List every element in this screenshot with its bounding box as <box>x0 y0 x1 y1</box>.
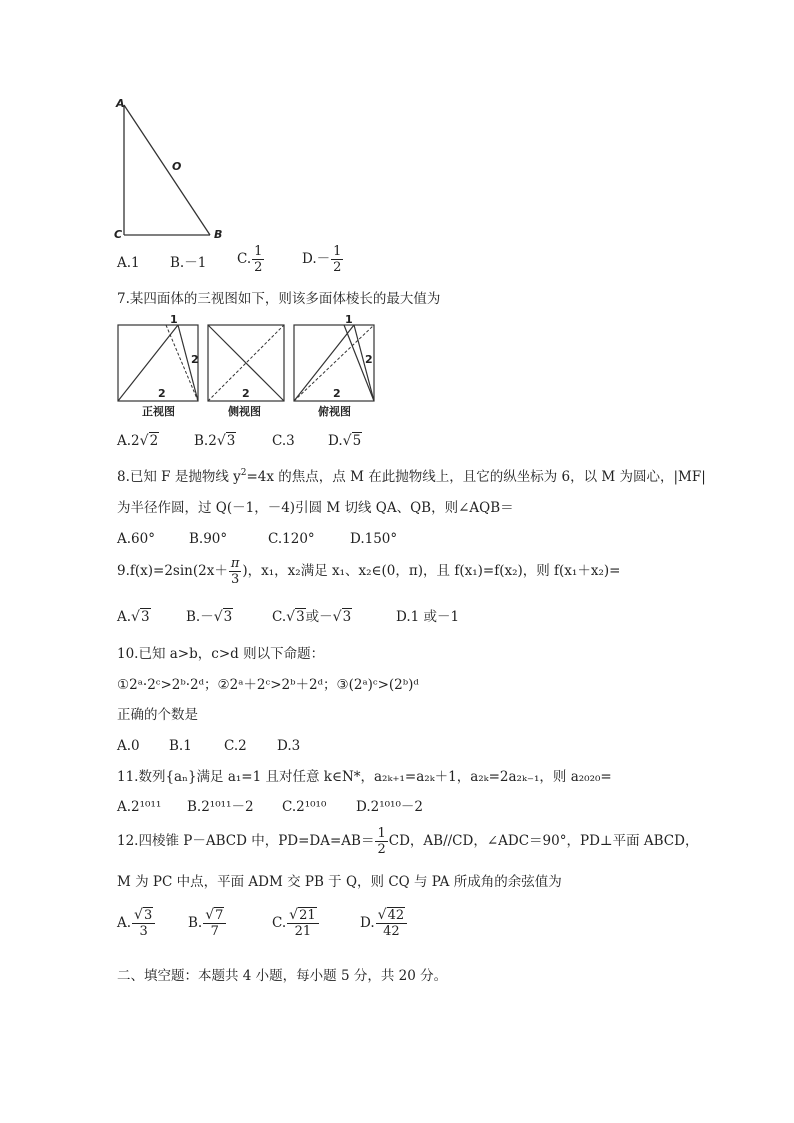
q11-option-c: C.2¹⁰¹⁰ <box>282 799 327 815</box>
q9-a-label: A. <box>117 609 132 625</box>
q8-option-b: B.90° <box>189 531 228 547</box>
front-top-label: 1 <box>170 313 178 326</box>
triangle-svg <box>110 95 230 245</box>
q12-c-label: C. <box>272 915 287 931</box>
figure-triangle <box>110 95 230 245</box>
q6-option-c <box>237 244 265 275</box>
side-bottom-label: 2 <box>242 387 250 400</box>
top-view-bottom-label: 2 <box>333 387 341 400</box>
q8-line1-a: 8.已知 F 是抛物线 y <box>117 469 241 485</box>
q10-option-c: C.2 <box>224 738 247 754</box>
q8-exponent: 2 <box>240 468 247 478</box>
q12-fraction <box>375 826 387 857</box>
q8-line1 <box>117 468 706 486</box>
q6-option-b: B.－1 <box>170 255 207 271</box>
vertex-a-label: A <box>116 97 125 110</box>
q10-option-d: D.3 <box>277 738 301 754</box>
q9-c-radicand2: 3 <box>342 609 352 625</box>
vertex-c-label: C <box>114 228 123 241</box>
q7-b-label: B.2 <box>194 433 217 449</box>
q10-ask: 正确的个数是 <box>117 707 198 723</box>
q12-post: CD，AB//CD，∠ADC＝90°，PD⊥平面 ABCD， <box>388 833 699 849</box>
q12-option-d <box>360 908 408 939</box>
q12-b-fraction: $\frac{√7}{7}$ <box>203 908 226 939</box>
q12-a-label: A. <box>117 915 132 931</box>
q7-a-label: A.2 <box>117 433 140 449</box>
q9-a-radicand: 3 <box>140 609 150 625</box>
point-o-label: O <box>172 160 182 173</box>
front-bottom-label: 2 <box>158 387 166 400</box>
q6-option-c-label: C. <box>237 251 252 267</box>
q12-b-label: B. <box>188 915 203 931</box>
q12-a-fraction: $\frac{√3}{3}$ <box>132 908 155 939</box>
q7-stem: 7.某四面体的三视图如下，则该多面体棱长的最大值为 <box>117 291 441 307</box>
q9-post: )，x₁，x₂满足 x₁、x₂∈(0，π)，且 f(x₁)=f(x₂)，则 f(x₁＋x₂)= <box>242 563 621 579</box>
q9-option-b: B.－√3 <box>186 609 233 625</box>
q7-d-label: D. <box>328 433 343 449</box>
q7-a-radicand: 2 <box>149 433 159 449</box>
q9-fraction <box>229 556 242 587</box>
q11-option-d: D.2¹⁰¹⁰－2 <box>356 799 423 815</box>
q6-option-d-fraction <box>331 244 343 275</box>
q9-option-c: C.√3或－√3 <box>272 609 352 625</box>
q11-stem: 11.数列{aₙ}满足 a₁=1 且对任意 k∈N*，a₂ₖ₊₁=a₂ₖ＋1，a₂ₖ=2a₂ₖ₋₁，则 a₂₀₂₀= <box>117 769 612 785</box>
q7-option-b: B.2√3 <box>194 433 236 449</box>
top-view-top-label: 1 <box>345 313 353 326</box>
q9-c-radicand: 3 <box>296 609 305 625</box>
q7-option-c: C.3 <box>272 433 295 449</box>
frac-num: 1 <box>377 826 386 841</box>
q12-option-a <box>117 908 156 939</box>
q8-option-d: D.150° <box>350 531 398 547</box>
frac-den: 7 <box>210 924 219 939</box>
q12-c-fraction: $\frac{√21}{21}$ <box>287 908 318 939</box>
edge-ab <box>124 105 210 235</box>
q11-option-b: B.2¹⁰¹¹－2 <box>187 799 254 815</box>
frac-num: 1 <box>333 244 342 259</box>
frac-den: 3 <box>230 572 240 587</box>
frac-num: π <box>230 556 240 571</box>
q7-option-d: D.√5 <box>328 433 362 449</box>
q12-option-b <box>188 908 227 939</box>
q7-d-radicand: 5 <box>352 433 362 449</box>
q9-stem <box>117 556 620 587</box>
frac-den: 2 <box>254 260 263 275</box>
q12-c-radicand: 21 <box>299 908 316 923</box>
q12-line2: M 为 PC 中点，平面 ADM 交 PB 于 Q，则 CQ 与 PA 所成角的余弦值为 <box>117 874 562 890</box>
frac-num: 1 <box>254 244 263 259</box>
q12-d-fraction: $\frac{√42}{42}$ <box>376 908 407 939</box>
q7-three-views <box>114 315 384 420</box>
q6-option-d-label: D.－ <box>302 251 331 267</box>
q6-option-a: A.1 <box>117 255 140 271</box>
q9-pre: 9.f(x)=2sin(2x＋ <box>117 563 228 579</box>
q9-b-label: B.－ <box>186 609 214 625</box>
q9-option-a: A.√3 <box>117 609 150 625</box>
side-view-caption: 侧视图 <box>228 405 261 418</box>
q10-option-a: A.0 <box>117 738 140 754</box>
q9-b-radicand: 3 <box>223 609 233 625</box>
top-view-caption: 俯视图 <box>318 405 351 418</box>
frac-den: 2 <box>377 842 386 857</box>
q6-option-c-fraction <box>252 244 264 275</box>
top-view-side-label: 2 <box>365 353 373 366</box>
front-side-label: 2 <box>191 353 199 366</box>
front-view-caption: 正视图 <box>142 405 175 418</box>
section-2-heading: 二、填空题：本题共 4 小题，每小题 5 分，共 20 分。 <box>117 968 448 984</box>
q10-propositions: ①2ᵃ·2ᶜ>2ᵇ·2ᵈ；②2ᵃ＋2ᶜ>2ᵇ＋2ᵈ；③(2ᵃ)ᶜ>(2ᵇ)ᵈ <box>117 677 419 693</box>
q9-c-mid: 或－ <box>305 609 333 625</box>
q8-line1-b: =4x 的焦点，点 M 在此抛物线上，且它的纵坐标为 6，以 M 为圆心，|MF| <box>246 469 706 485</box>
frac-den: 3 <box>139 924 148 939</box>
q8-line2: 为半径作圆，过 Q(－1，－4)引圆 M 切线 QA、QB，则∠AQB＝ <box>117 500 514 516</box>
q9-option-d: D.1 或－1 <box>396 609 460 625</box>
q12-d-label: D. <box>360 915 375 931</box>
vertex-b-label: B <box>214 228 223 241</box>
frac-den: 21 <box>294 924 312 939</box>
frac-den: 2 <box>333 260 342 275</box>
q11-option-a: A.2¹⁰¹¹ <box>117 799 162 815</box>
q7-b-radicand: 3 <box>226 433 236 449</box>
q12-d-radicand: 42 <box>387 908 405 923</box>
q8-option-c: C.120° <box>268 531 315 547</box>
q12-option-c <box>272 908 320 939</box>
q12-line1 <box>117 826 698 857</box>
q10-stem: 10.已知 a>b，c>d 则以下命题： <box>117 646 325 662</box>
q10-option-b: B.1 <box>169 738 192 754</box>
frac-den: 42 <box>383 924 400 939</box>
q6-option-d <box>302 244 344 275</box>
q7-option-a: A.2√2 <box>117 433 159 449</box>
q12-b-radicand: 7 <box>215 908 224 923</box>
q12-pre: 12.四棱锥 P－ABCD 中，PD=DA=AB＝ <box>117 833 375 849</box>
q12-a-radicand: 3 <box>143 908 153 923</box>
q9-c-label: C. <box>272 609 287 625</box>
q8-option-a: A.60° <box>117 531 155 547</box>
